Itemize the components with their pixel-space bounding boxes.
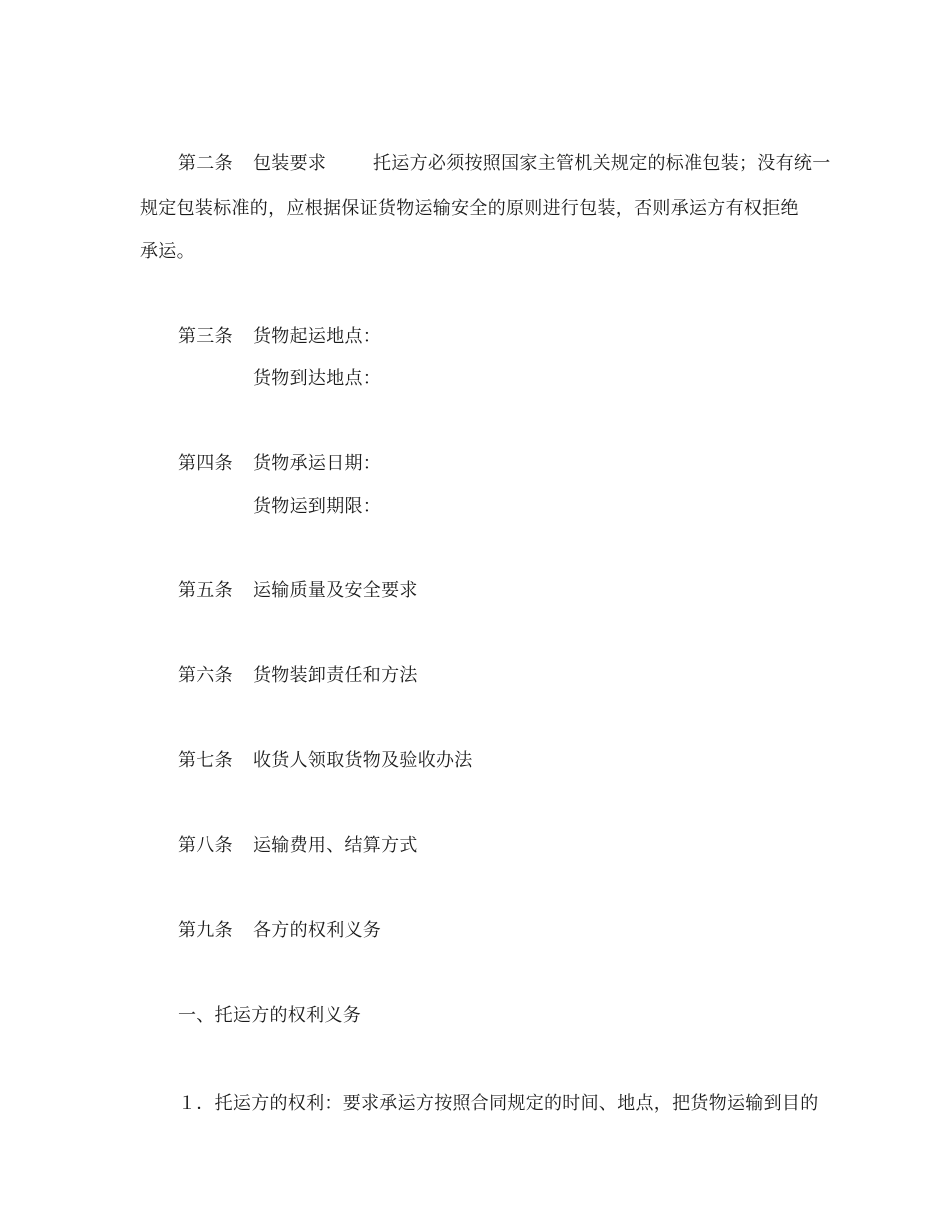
article-9-title: 各方的权利义务 — [253, 920, 382, 941]
article-4-item-date: 货物承运日期： — [253, 453, 382, 474]
article-5-number: 第五条 — [178, 580, 233, 601]
article-4-number: 第四条 — [178, 453, 233, 474]
article-2-text-line-3: 承运。 — [140, 241, 195, 262]
article-4-item-deadline: 货物运到期限： — [253, 496, 382, 517]
article-7-number: 第七条 — [178, 750, 233, 771]
section-1-heading: 一、托运方的权利义务 — [178, 1005, 361, 1026]
article-6-title: 货物装卸责任和方法 — [253, 665, 418, 686]
article-7-title: 收货人领取货物及验收办法 — [253, 750, 473, 771]
article-8-number: 第八条 — [178, 835, 233, 856]
article-5-title: 运输质量及安全要求 — [253, 580, 418, 601]
article-2-number: 第二条 — [178, 153, 233, 174]
article-3-number: 第三条 — [178, 326, 233, 347]
article-6-number: 第六条 — [178, 665, 233, 686]
clause-1-text: １．托运方的权利：要求承运方按照合同规定的时间、地点，把货物运输到目的 — [178, 1093, 819, 1114]
article-3-item-destination: 货物到达地点： — [253, 368, 382, 389]
article-8-title: 运输费用、结算方式 — [253, 835, 418, 856]
article-2-text-line-1: 托运方必须按照国家主管机关规定的标准包装；没有统一 — [373, 153, 831, 174]
article-2-text-line-2: 规定包装标准的，应根据保证货物运输安全的原则进行包装，否则承运方有权拒绝 — [140, 198, 799, 219]
article-3-item-origin: 货物起运地点： — [253, 326, 382, 347]
article-2-title: 包装要求 — [253, 153, 327, 174]
article-9-number: 第九条 — [178, 920, 233, 941]
